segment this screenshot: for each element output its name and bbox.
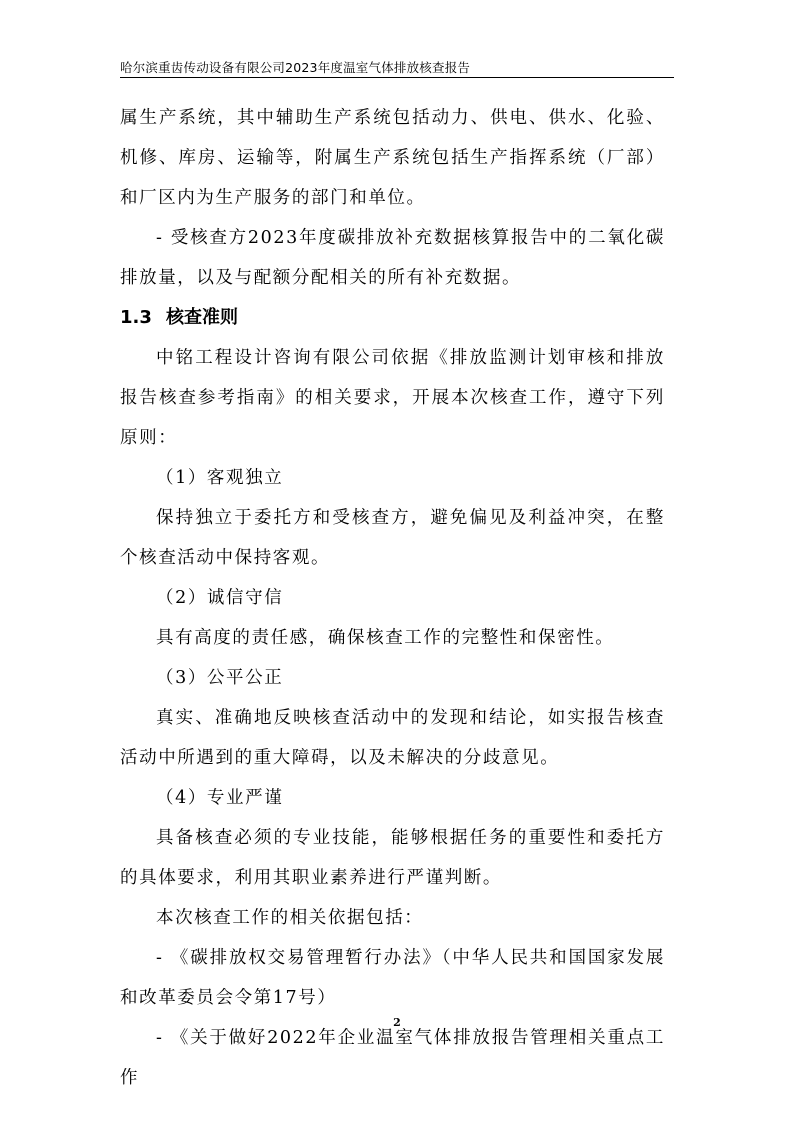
principle-heading-3: （3）公平公正 (156, 668, 284, 688)
header-divider (120, 77, 674, 78)
principle-text-2: 具有高度的责任感，确保核查工作的完整性和保密性。 (156, 628, 615, 648)
principle-heading-2: （2）诚信守信 (156, 588, 284, 608)
principle-text-4: 具备核查必须的专业技能，能够根据任务的重要性和委托方的具体要求，利用其职业素养进行严谨判断。 (120, 828, 665, 888)
basis-item-1: - 《碳排放权交易管理暂行办法》（中华人民共和国国家发展和改革委员会令第17号） (120, 948, 665, 1008)
section-number: 1.3 (120, 307, 152, 328)
paragraph-basis-intro: 本次核查工作的相关依据包括： (156, 908, 424, 928)
section-title: 核查准则 (166, 307, 238, 328)
principle-heading-4: （4）专业严谨 (156, 788, 284, 808)
page-body (120, 98, 665, 1098)
principle-text-3: 真实、准确地反映核查活动中的发现和结论，如实报告核查活动中所遇到的重大障碍，以及未解决的分歧意见。 (120, 708, 665, 768)
principle-text-1: 保持独立于委托方和受核查方，避免偏见及利益冲突，在整个核查活动中保持客观。 (120, 508, 665, 568)
paragraph-continuation: 属生产系统，其中辅助生产系统包括动力、供电、供水、化验、机修、库房、运输等，附属生产系统包括生产指挥系统（厂部）和厂区内为生产服务的部门和单位。 (120, 108, 665, 208)
section-heading (120, 298, 665, 338)
page-number: 2 (393, 1016, 401, 1029)
basis-item-2: - 《关于做好2022年企业温室气体排放报告管理相关重点工作 (120, 1028, 665, 1088)
paragraph-intro: 中铭工程设计咨询有限公司依据《排放监测计划审核和排放报告核查参考指南》的相关要求，开展本次核查工作，遵守下列原则： (120, 348, 665, 448)
paragraph-bullet-scope: - 受核查方2023年度碳排放补充数据核算报告中的二氧化碳排放量，以及与配额分配相关的所有补充数据。 (120, 228, 665, 288)
principle-heading-1: （1）客观独立 (156, 468, 284, 488)
running-header: 哈尔滨重齿传动设备有限公司2023年度温室气体排放核查报告 (120, 60, 471, 75)
